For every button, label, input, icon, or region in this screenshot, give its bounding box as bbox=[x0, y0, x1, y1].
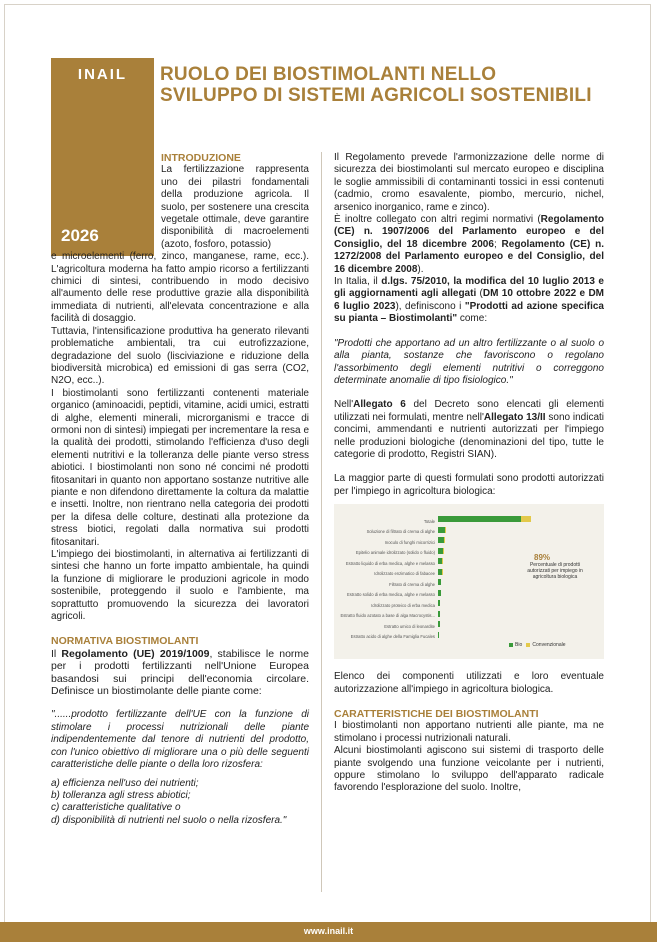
chart-category-label: Estratto liquido di erba medica, alghe e melasso bbox=[345, 560, 435, 566]
reg-ref-1: Regolamento (CE) n. 1907/2006 del Parlamento europeo e del Consiglio, del 18 dicembre 2006 bbox=[334, 214, 604, 250]
text: del Decreto sono elencati gli elementi utilizzati nei formulati, mentre nell' bbox=[334, 399, 605, 423]
definition-item: b) tolleranza agli stress abiotici; bbox=[51, 789, 191, 801]
chart-category-label: Idrolizzato enzimatico di fabacee bbox=[374, 571, 435, 577]
right-paragraph-7: I biostimolanti non apportano nutrienti alle piante, ma ne stimolano i processi nutrizionali naturali. bbox=[334, 720, 604, 744]
chart-category-label: Estratto umico di leonardite bbox=[384, 623, 435, 629]
right-paragraph-6: Elenco dei componenti utilizzati e loro eventuale autorizzazione all'impiego in agricoltura biologica. bbox=[334, 671, 604, 695]
normativa-text: Il bbox=[51, 647, 62, 660]
right-paragraph-4 bbox=[334, 399, 604, 461]
normativa-heading: NORMATIVA BIOSTIMOLANTI bbox=[51, 635, 199, 648]
chart-bar-bio bbox=[438, 611, 440, 617]
right-paragraph-3 bbox=[334, 276, 604, 326]
right-paragraph-1: Il Regolamento prevede l'armonizzazione delle norme di sicurezza dei biostimolanti sul mercato europeo e disciplina le soglie ammissibili di contaminanti tossici in essi contenuti (cadmio, cromo esavalente, piombo, mercurio, nichel, arsenico inorganico, rame e zinco). bbox=[334, 152, 604, 213]
chart-annotation-value: 89% bbox=[534, 553, 551, 563]
reg-ref-2: Regolamento (CE) n. 1272/2008 del Parlamento europeo e del Consiglio, del 16 dicembre 2008 bbox=[334, 238, 604, 275]
allegato-6: Allegato 6 bbox=[353, 399, 406, 411]
chart-category-label: Soluzione di filtrato di crema di alghe bbox=[366, 529, 435, 535]
definition-item: d) disponibilità di nutrienti nel suolo o nella rizosfera." bbox=[51, 814, 287, 826]
text: È inoltre collegato con altri regimi normativi ( bbox=[334, 214, 541, 226]
legend-bio-label: Bio bbox=[515, 642, 523, 649]
chart-bar-convenzionale bbox=[444, 537, 445, 543]
bio-authorization-chart bbox=[334, 504, 604, 659]
chart-bar-bio bbox=[438, 621, 440, 627]
chart-annotation-text: Percentuale di prodotti autorizzati per impiego in agricoltura biologica bbox=[527, 562, 583, 581]
chart-category-label: Inoculo di funghi micorrizici bbox=[384, 539, 435, 545]
chart-bar-bio bbox=[438, 527, 445, 533]
text: come: bbox=[457, 313, 488, 325]
text: ; bbox=[493, 238, 502, 250]
caratteristiche-heading: CARATTERISTICHE DEI BIOSTIMOLANTI bbox=[334, 707, 539, 720]
left-column bbox=[51, 152, 309, 827]
chart-category-label: Idrolizzato proteico di erba medica bbox=[371, 602, 435, 608]
dm-ref: DM 10 ottobre 2022 e DM 6 luglio 2023 bbox=[334, 288, 604, 312]
legend-conv-swatch bbox=[526, 643, 530, 647]
chart-category-label: Estratto acido di alghe della Famiglia Fucales bbox=[350, 634, 435, 640]
allegato-13: Allegato 13/II bbox=[483, 411, 546, 423]
dlgs-ref: d.lgs. 75/2010, la modifica del 10 luglio 2013 e gli aggiornamenti agli allegati bbox=[334, 276, 604, 300]
italy-definition-quote: "Prodotti che apportano ad un altro fertilizzante o al suolo o alla pianta, sostanze che favoriscono o regolano l'assorbimento degli elementi nutritivi o correggono determinate anomalie di tipo fisiologico." bbox=[334, 337, 604, 386]
chart-bar-bio bbox=[438, 590, 441, 596]
definition-item: c) caratteristiche qualitative o bbox=[51, 802, 181, 814]
intro-paragraph-3: I biostimolanti sono fertilizzanti contenenti materiale organico (aminoacidi, peptidi, vitamine, acidi umici, estratti di alghe, elementi minerali, microrganismi e tracce di ormoni non di sintesi) impiegati per incrementare la resa e la qualità dei prodotti, stimolando l'efficienza d'uso degli elementi nutritivi e la tolleranza delle piante verso stress abiotici. I biostimolanti non sono né concimi né prodotti fitosanitari in quanto non apportano sostanze nutritive alle piante e non difendono direttamente la coltura da malattie e insetti. Inoltre, non rientrano nella categoria dei prodotti per la difesa delle colture, destinati alla protezione da stress biotici, regolati dalla normativa sui prodotti fitosanitari. bbox=[51, 387, 309, 548]
page-title bbox=[160, 64, 620, 106]
column-divider bbox=[321, 152, 322, 892]
text: ), definiscono i bbox=[395, 300, 465, 312]
intro-heading: INTRODUZIONE bbox=[161, 152, 241, 164]
chart-bar-convenzionale bbox=[442, 558, 443, 564]
intro-paragraph-1b: e microelementi (ferro, zinco, manganese, rame, ecc.). L'agricoltura moderna ha fatto ampio ricorso a fertilizzanti chimici di sintesi, contribuendo in modo decisivo all'aumento delle rese produttive grazie alla disponibilità immediata di nutrienti, all'elevata concentrazione e alla facilità di dosaggio. bbox=[51, 251, 309, 325]
legend-bio-swatch bbox=[509, 643, 513, 647]
chart-bar-bio bbox=[438, 579, 441, 585]
regolamento-ref: Regolamento (UE) 2019/1009 bbox=[61, 647, 210, 660]
chart-category-label: Epitelio animale idrolizzato (solido o fluido) bbox=[355, 550, 435, 556]
chart-category-label: Estratto solido di erba medica, alghe e melasso bbox=[347, 592, 435, 598]
title-line-2: SVILUPPO DI SISTEMI AGRICOLI SOSTENIBILI bbox=[160, 85, 592, 106]
text: ( bbox=[476, 288, 483, 300]
legend-conv-label: Convenzionale bbox=[532, 642, 566, 649]
chart-bar-convenzionale bbox=[443, 548, 444, 554]
chart-bar-convenzionale bbox=[442, 569, 443, 575]
title-line-1: RUOLO DEI BIOSTIMOLANTI NELLO bbox=[160, 64, 497, 85]
intro-paragraph-2: Tuttavia, l'intensificazione produttiva ha generato rilevanti problematiche ambientali, tra cui eutrofizzazione, degradazione del suolo (lisciviazione e riduzione della biodiversità microbica) ed emissioni di gas serra (CO2, N2O, ecc..). bbox=[51, 325, 309, 387]
footer-link[interactable]: www.inail.it bbox=[303, 926, 354, 936]
text: In Italia, il bbox=[334, 276, 382, 288]
intro-paragraph-4: L'impiego dei biostimolanti, in alternativa ai fertilizzanti di sintesi che hanno un forte impatto ambientale, ha quindi la funzione di migliorare le produzioni agricole in modo sostenibile, proteggendo il suolo e l'ambiente, ma soprattutto promuovendo la sicurezza dei lavoratori agricoli. bbox=[51, 549, 309, 623]
footer-url[interactable] bbox=[0, 922, 657, 942]
right-column bbox=[334, 152, 604, 795]
intro-paragraph-1: La fertilizzazione rappresenta uno dei pilastri fondamentali della produzione agricola. Il suolo, per sostenere una crescita vegetale ottimale, deve garantire disponibilità di macroelementi (azoto, fosforo, potassio) bbox=[161, 164, 309, 250]
definition-quote: "......prodotto fertilizzante dell'UE con la funzione di stimolare i processi nutrizionali delle piante indipendentemente dal tenore di nutrienti del prodotto, con l'unico obiettivo di migliorare una o più delle seguenti caratteristiche delle piante o della loro rizosfera: bbox=[51, 709, 309, 771]
prodotti-ref: "Prodotti ad azione specifica su pianta – Biostimolanti" bbox=[334, 300, 604, 325]
right-paragraph-5: La maggior parte di questi formulati sono prodotti autorizzati per l'impiego in agricoltura biologica: bbox=[334, 473, 604, 497]
chart-bar-bio bbox=[438, 516, 521, 522]
text: Nell' bbox=[334, 399, 354, 411]
inail-logo: INAIL bbox=[77, 66, 128, 83]
chart-category-label: Estratto fluido azotato a base di alga Macrocystis... bbox=[340, 613, 435, 619]
right-paragraph-2 bbox=[334, 214, 604, 276]
text: ). bbox=[417, 263, 424, 275]
chart-bar-convenzionale bbox=[521, 516, 531, 522]
chart-bar-convenzionale bbox=[445, 527, 446, 533]
definition-item: a) efficienza nell'uso dei nutrienti; bbox=[51, 777, 199, 789]
chart-category-label: Totale bbox=[423, 518, 435, 524]
text: sono indicati concimi, ammendanti e nutrienti autorizzati per l'impiego nelle produzioni biologiche (denominazioni del tipo, tutte le categorie di prodotto, Registri SIAN). bbox=[334, 411, 605, 460]
normativa-text-post: , stabilisce le norme per i prodotti fertilizzanti nell'Unione Europea basandosi sui principi dell'economia circolare. Definisce un biostimolante delle piante come: bbox=[51, 647, 309, 698]
normativa-paragraph bbox=[51, 648, 309, 698]
chart-category-label: Filtrato di crema di alghe bbox=[389, 581, 435, 587]
chart-legend bbox=[509, 639, 566, 651]
year-label: 2026 bbox=[61, 226, 99, 245]
right-paragraph-8: Alcuni biostimolanti agiscono sui sistemi di trasporto delle piante svolgendo una funzione veicolante per i nutrienti, oppure stimolano lo sviluppo dell'apparato radicale favorendo l'esplorazione del suolo. Inoltre, bbox=[334, 745, 604, 794]
chart-bar-bio bbox=[438, 600, 440, 606]
chart-bar-bio bbox=[438, 632, 439, 638]
